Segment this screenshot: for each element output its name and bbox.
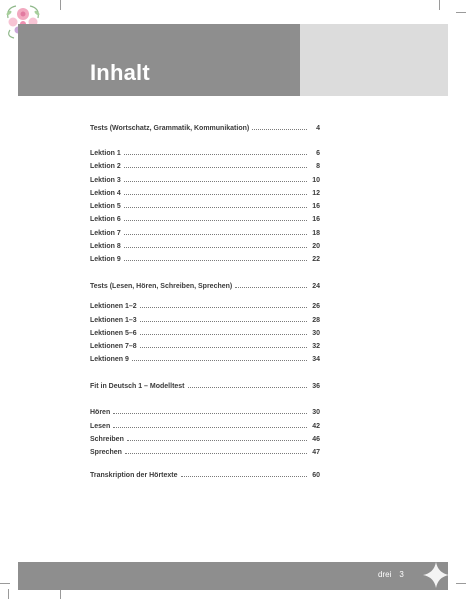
crop-mark xyxy=(8,589,9,599)
toc-entry-label: Schreiben xyxy=(90,436,124,443)
toc-entry xyxy=(90,278,320,290)
footer-number: 3 xyxy=(399,570,404,579)
footer-page-label xyxy=(378,570,404,579)
toc-entry xyxy=(90,378,320,390)
toc-entry xyxy=(90,351,320,363)
toc-entry-page: 42 xyxy=(312,423,320,430)
toc-entry-page: 30 xyxy=(312,330,320,337)
toc-entry xyxy=(90,404,320,416)
toc-entry xyxy=(90,325,320,337)
toc-entry xyxy=(90,185,320,197)
toc-entry xyxy=(90,251,320,263)
toc-entry-label: Lektionen 1–2 xyxy=(90,303,137,310)
toc-entry-label: Lektionen 5–6 xyxy=(90,330,137,337)
toc-entry-label: Lektion 9 xyxy=(90,256,121,263)
toc-entry xyxy=(90,238,320,250)
toc-entry-label: Sprechen xyxy=(90,449,122,456)
toc-leader-dots xyxy=(132,359,307,361)
page-title: Inhalt xyxy=(90,60,150,85)
toc-leader-dots xyxy=(113,412,307,414)
crop-mark xyxy=(60,0,61,10)
toc-leader-dots xyxy=(124,259,307,261)
header-band-light xyxy=(300,24,448,96)
crop-mark xyxy=(60,589,61,599)
toc-leader-dots xyxy=(140,346,307,348)
toc-leader-dots xyxy=(188,386,307,388)
toc-entry-label: Lektion 4 xyxy=(90,190,121,197)
toc-entry-label: Lektion 8 xyxy=(90,243,121,250)
toc-entry-page: 30 xyxy=(312,409,320,416)
toc-entry xyxy=(90,211,320,223)
toc-entry-label: Lektionen 1–3 xyxy=(90,317,137,324)
toc-entry xyxy=(90,298,320,310)
toc-entry-page: 16 xyxy=(312,203,320,210)
toc-entry-page: 34 xyxy=(312,356,320,363)
toc-entry-label: Tests (Lesen, Hören, Schreiben, Sprechen) xyxy=(90,283,233,290)
toc-entry-label: Lektion 7 xyxy=(90,230,121,237)
toc-entry-page: 16 xyxy=(312,216,320,223)
toc-leader-dots xyxy=(124,153,307,155)
toc-leader-dots xyxy=(124,180,307,182)
toc-entry xyxy=(90,225,320,237)
toc-entry-page: 26 xyxy=(312,303,320,310)
toc-entry-label: Lektionen 7–8 xyxy=(90,343,137,350)
toc-entry-label: Lektion 1 xyxy=(90,150,121,157)
toc-leader-dots xyxy=(124,233,307,235)
toc-entry-page: 8 xyxy=(316,163,320,170)
toc-leader-dots xyxy=(127,439,307,441)
toc-leader-dots xyxy=(125,452,307,454)
crop-mark xyxy=(456,583,466,584)
crop-mark xyxy=(439,0,440,10)
toc-leader-dots xyxy=(252,128,307,130)
toc-entry-page: 22 xyxy=(312,256,320,263)
toc-entry-page: 46 xyxy=(312,436,320,443)
toc-entry-page: 18 xyxy=(312,230,320,237)
toc-entry xyxy=(90,158,320,170)
toc-entry-label: Transkription der Hörtexte xyxy=(90,472,178,479)
toc-leader-dots xyxy=(124,166,307,168)
toc-entry xyxy=(90,198,320,210)
crop-mark xyxy=(456,12,466,13)
toc-leader-dots xyxy=(124,219,307,221)
toc-entry-page: 28 xyxy=(312,317,320,324)
toc-entry-page: 32 xyxy=(312,343,320,350)
toc-leader-dots xyxy=(140,306,307,308)
toc-entry-page: 20 xyxy=(312,243,320,250)
toc-entry-page: 60 xyxy=(312,472,320,479)
toc-leader-dots xyxy=(140,333,307,335)
toc-leader-dots xyxy=(140,320,307,322)
toc-entry xyxy=(90,120,320,132)
toc-entry-label: Lektion 5 xyxy=(90,203,121,210)
toc-entry-label: Lesen xyxy=(90,423,111,430)
toc-entry xyxy=(90,312,320,324)
toc-entry xyxy=(90,338,320,350)
toc-entry-label: Lektion 6 xyxy=(90,216,121,223)
toc-entry xyxy=(90,418,320,430)
toc-leader-dots xyxy=(235,286,307,288)
toc-entry-label: Lektion 3 xyxy=(90,177,121,184)
toc-entry-label: Lektionen 9 xyxy=(90,356,129,363)
toc-entry-label: Lektion 2 xyxy=(90,163,121,170)
crop-mark xyxy=(0,583,10,584)
toc-entry-label: Tests (Wortschatz, Grammatik, Kommunikation) xyxy=(90,125,250,132)
toc-leader-dots xyxy=(124,206,307,208)
toc-leader-dots xyxy=(124,193,307,195)
header-band-dark xyxy=(18,24,300,96)
toc-entry xyxy=(90,145,320,157)
toc-entry-page: 4 xyxy=(316,125,320,132)
toc-leader-dots xyxy=(113,426,307,428)
toc-entry-label: Hören xyxy=(90,409,111,416)
toc-entry-page: 10 xyxy=(312,177,320,184)
sparkle-icon xyxy=(421,560,451,590)
toc-entry-page: 6 xyxy=(316,150,320,157)
toc-leader-dots xyxy=(124,246,307,248)
toc-entry-label: Fit in Deutsch 1 – Modelltest xyxy=(90,383,185,390)
footer-word: drei xyxy=(378,570,392,579)
toc-entry xyxy=(90,444,320,456)
toc-entry xyxy=(90,467,320,479)
toc-entry xyxy=(90,431,320,443)
toc-leader-dots xyxy=(181,475,307,477)
toc-entry-page: 36 xyxy=(312,383,320,390)
toc-entry xyxy=(90,172,320,184)
toc-entry-page: 24 xyxy=(312,283,320,290)
toc-entry-page: 47 xyxy=(312,449,320,456)
toc-entry-page: 12 xyxy=(312,190,320,197)
